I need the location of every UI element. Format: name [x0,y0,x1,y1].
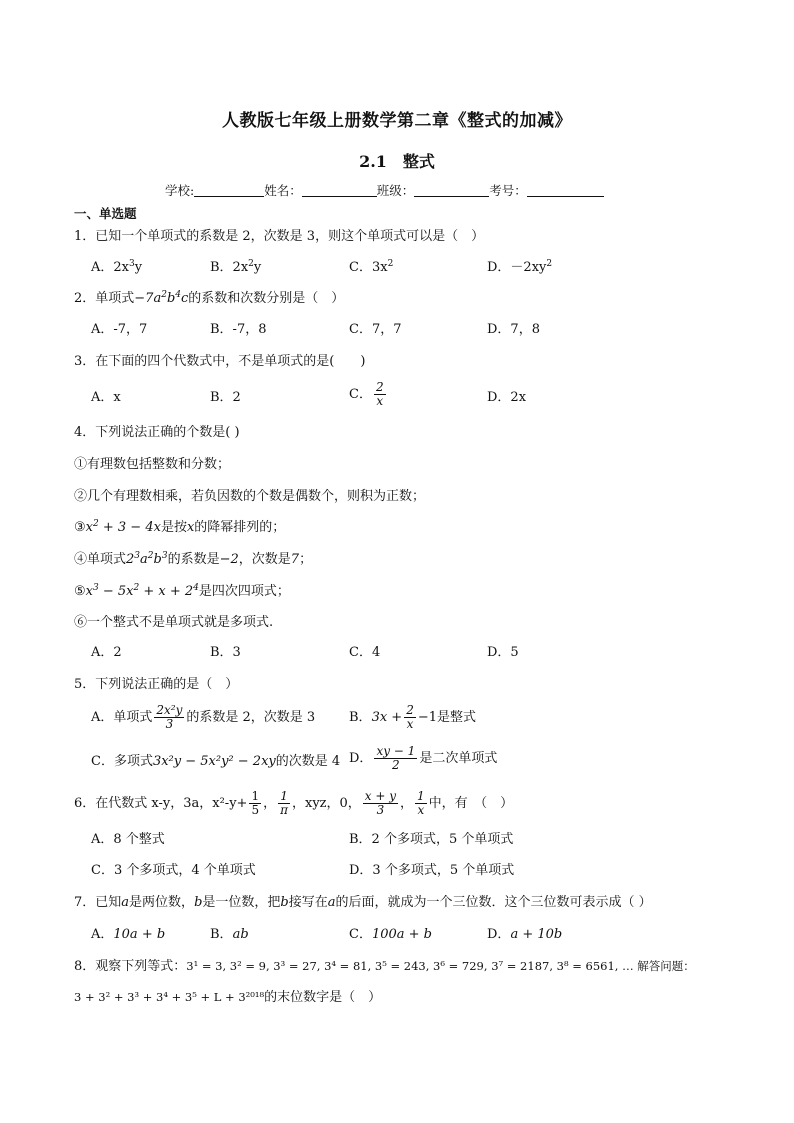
q2-option-a[interactable]: A．-7，7 [91,322,148,337]
q5-option-c[interactable]: C．多项式3x²y − 5x²y² − 2xy的次数是 4 [91,754,341,769]
q1-option-c[interactable]: C．$3x^2$ [349,259,394,275]
q4-statement-5: $⑤x^3 - 5x^2 + x + 2^4$是四次四项式； [74,583,290,599]
q3-option-c[interactable]: C． $\frac{2}{x}$ [349,380,384,408]
q7-option-b[interactable]: B．ab [210,927,249,942]
q6-option-b[interactable]: B．2 个多项式，5 个单项式 [349,832,514,847]
class-label: 班级： [376,183,415,198]
q7-option-d[interactable]: D．a + 10b [487,927,563,942]
page-title: 人教版七年级上册数学第二章《整式的加减》 [222,111,572,131]
q7-option-a[interactable]: A．10a + b [91,927,166,942]
question-1-stem: 1．已知一个单项式的系数是 2，次数是 3，则这个单项式可以是（ ） [74,229,485,244]
q4-statement-6: ⑥一个整式不是单项式就是多项式. [74,615,274,630]
q4-option-d[interactable]: D．5 [487,645,519,660]
q4-option-b[interactable]: B．3 [210,645,241,660]
name-field[interactable] [302,183,377,197]
q5-option-d[interactable]: D． $\frac{xy - 1}{2}$ 是二次单项式 [349,744,498,772]
q4-statement-4: ④单项式$2^3a^2b^3$的系数是−2，次数是7； [74,551,313,567]
q7-option-c[interactable]: C．100a + b [349,927,432,942]
q4-option-c[interactable]: C．4 [349,645,381,660]
q6-option-d[interactable]: D．3 个多项式，5 个单项式 [349,863,515,878]
q6-option-c[interactable]: C．3 个多项式，4 个单项式 [91,863,256,878]
q3-option-d[interactable]: D．2x [487,390,527,405]
q6-option-a[interactable]: A．8 个整式 [91,832,165,847]
question-7-stem: 7．已知a是两位数，b是一位数，把b接写在a的后面，就成为一个三位数．这个三位数可表示成（ ） [74,895,652,910]
q3-option-a[interactable]: A．x [91,390,121,405]
section-heading: 一、单选题 [74,206,137,221]
question-8-stem: 8．观察下列等式：3¹ = 3, 3² = 9, 3³ = 27, 3⁴ = 81, 3⁵ = 243, 3⁶ = 729, 3⁷ = 2187, 3⁸ = 6561, … 解答问题： [74,959,695,974]
question-4-stem: 4．下列说法正确的个数是( ) [74,425,240,440]
question-2-stem: 2．单项式$-7a^2b^4c$的系数和次数分别是（ ） [74,290,345,306]
class-field[interactable] [414,183,489,197]
school-label: 学校: [165,183,195,198]
q4-option-a[interactable]: A．2 [91,645,122,660]
section-title: 2.1 整式 [359,152,435,171]
q5-option-b[interactable]: B．3x + $\frac{2}{x}$ −1是整式 [349,703,477,731]
q4-statement-3: $③x^2 + 3 - 4x$是按x的降幂排列的； [74,519,286,535]
q4-statement-2: ②几个有理数相乘，若负因数的个数是偶数个，则积为正数； [74,489,426,504]
question-3-stem: 3．在下面的四个代数式中，不是单项式的是( ) [74,354,366,369]
exam-no-field[interactable] [527,183,604,197]
q2-option-d[interactable]: D．7，8 [487,322,540,337]
q3-option-b[interactable]: B．2 [210,390,241,405]
q1-option-d[interactable]: D．$-2xy^2$ [487,259,553,275]
q1-option-a[interactable]: A．$2x^3y$ [91,259,143,275]
question-5-stem: 5．下列说法正确的是（ ） [74,677,239,692]
name-label: 姓名： [264,183,302,198]
q1-option-b[interactable]: B．$2x^2y$ [210,259,262,275]
student-info-row [165,181,604,199]
q4-statement-1: ①有理数包括整数和分数； [74,457,231,472]
exam-no-label: 考号： [489,183,527,198]
q2-option-c[interactable]: C．7，7 [349,322,402,337]
q5-option-a[interactable]: A．单项式 $\frac{\text{2x²y}}{3}$ 的系数是 2，次数是 3 [91,703,316,731]
question-8-line-2: 3 + 3² + 3³ + 3⁴ + 3⁵ + L + 3²⁰¹⁸的末位数字是（ ） [74,990,382,1005]
q2-option-b[interactable]: B．-7，8 [210,322,267,337]
question-6-stem: 6．在代数式 x-y，3a，x²-y+ $\frac{1}{5}$ ， $\frac{1}{\pi}$ ，xyz，0， $\frac{x + y}{3}$ ， $\frac{1}{x}$ 中，有 （ ） [74,789,514,817]
school-field[interactable] [194,183,264,197]
